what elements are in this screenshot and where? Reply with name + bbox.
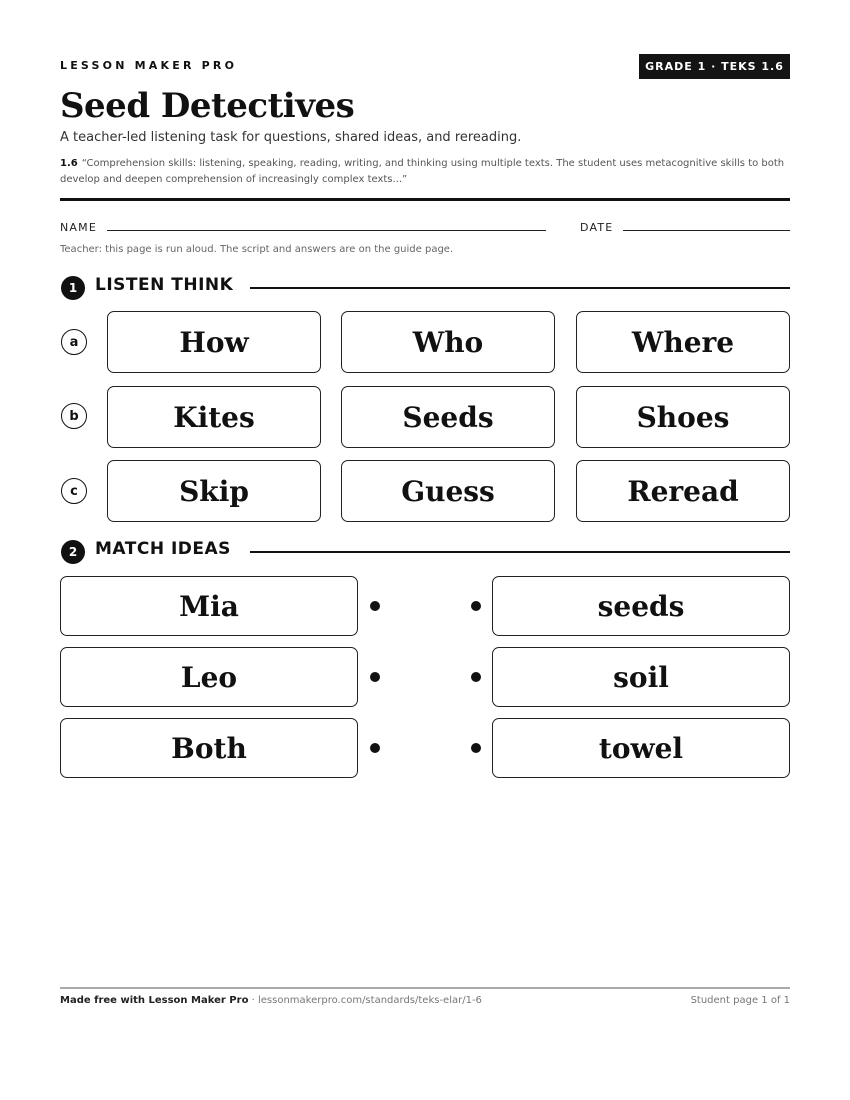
page-subtitle: A teacher-led listening task for questions, shared ideas, and rereading.	[60, 130, 522, 145]
header-divider	[60, 198, 790, 201]
row-letter-c: c	[61, 478, 87, 504]
match-dot-right[interactable]	[471, 672, 481, 682]
match-left-card[interactable]: Mia	[60, 576, 358, 636]
match-dot-left[interactable]	[370, 743, 380, 753]
word-card[interactable]: Shoes	[576, 386, 790, 448]
word-card[interactable]: Who	[341, 311, 555, 373]
footer-made-with: Made free with Lesson Maker Pro	[60, 995, 249, 1006]
footer-page-number: Student page 1 of 1	[690, 995, 790, 1006]
word-card[interactable]: Kites	[107, 386, 321, 448]
match-dot-left[interactable]	[370, 672, 380, 682]
section-1-rule	[250, 287, 790, 289]
match-dot-right[interactable]	[471, 601, 481, 611]
match-right-card[interactable]: seeds	[492, 576, 790, 636]
page-title: Seed Detectives	[60, 86, 355, 126]
name-field[interactable]	[107, 230, 546, 231]
row-letter-a: a	[61, 329, 87, 355]
word-card[interactable]: Skip	[107, 460, 321, 522]
section-2-title: MATCH IDEAS	[95, 539, 231, 559]
word-card[interactable]: Where	[576, 311, 790, 373]
match-left-card[interactable]: Both	[60, 718, 358, 778]
match-dot-right[interactable]	[471, 743, 481, 753]
match-right-card[interactable]: towel	[492, 718, 790, 778]
row-letter-b: b	[61, 403, 87, 429]
section-1-number: 1	[61, 276, 85, 300]
date-field[interactable]	[623, 230, 790, 231]
footer-url[interactable]: · lessonmakerpro.com/standards/teks-elar/1-6	[248, 995, 482, 1006]
date-label: DATE	[580, 221, 614, 234]
standard-description	[60, 156, 795, 188]
match-left-card[interactable]: Leo	[60, 647, 358, 707]
section-1-title: LISTEN THINK	[95, 275, 234, 295]
name-label: NAME	[60, 221, 97, 234]
word-card[interactable]: How	[107, 311, 321, 373]
footer-credit	[60, 995, 482, 1006]
word-card[interactable]: Reread	[576, 460, 790, 522]
word-card[interactable]: Guess	[341, 460, 555, 522]
grade-badge: GRADE 1 · TEKS 1.6	[639, 54, 790, 79]
standard-text: “Comprehension skills: listening, speaking, reading, writing, and thinking using multiple texts. The student uses metacognitive skills to both develop and deepen comprehension of increasingly complex texts...”	[60, 158, 785, 185]
section-2-number: 2	[61, 540, 85, 564]
word-card[interactable]: Seeds	[341, 386, 555, 448]
match-right-card[interactable]: soil	[492, 647, 790, 707]
footer-divider	[60, 987, 790, 989]
teacher-note: Teacher: this page is run aloud. The script and answers are on the guide page.	[60, 244, 454, 255]
standard-code: 1.6	[60, 158, 78, 169]
match-dot-left[interactable]	[370, 601, 380, 611]
brand-label: LESSON MAKER PRO	[60, 59, 238, 72]
section-2-rule	[250, 551, 790, 553]
